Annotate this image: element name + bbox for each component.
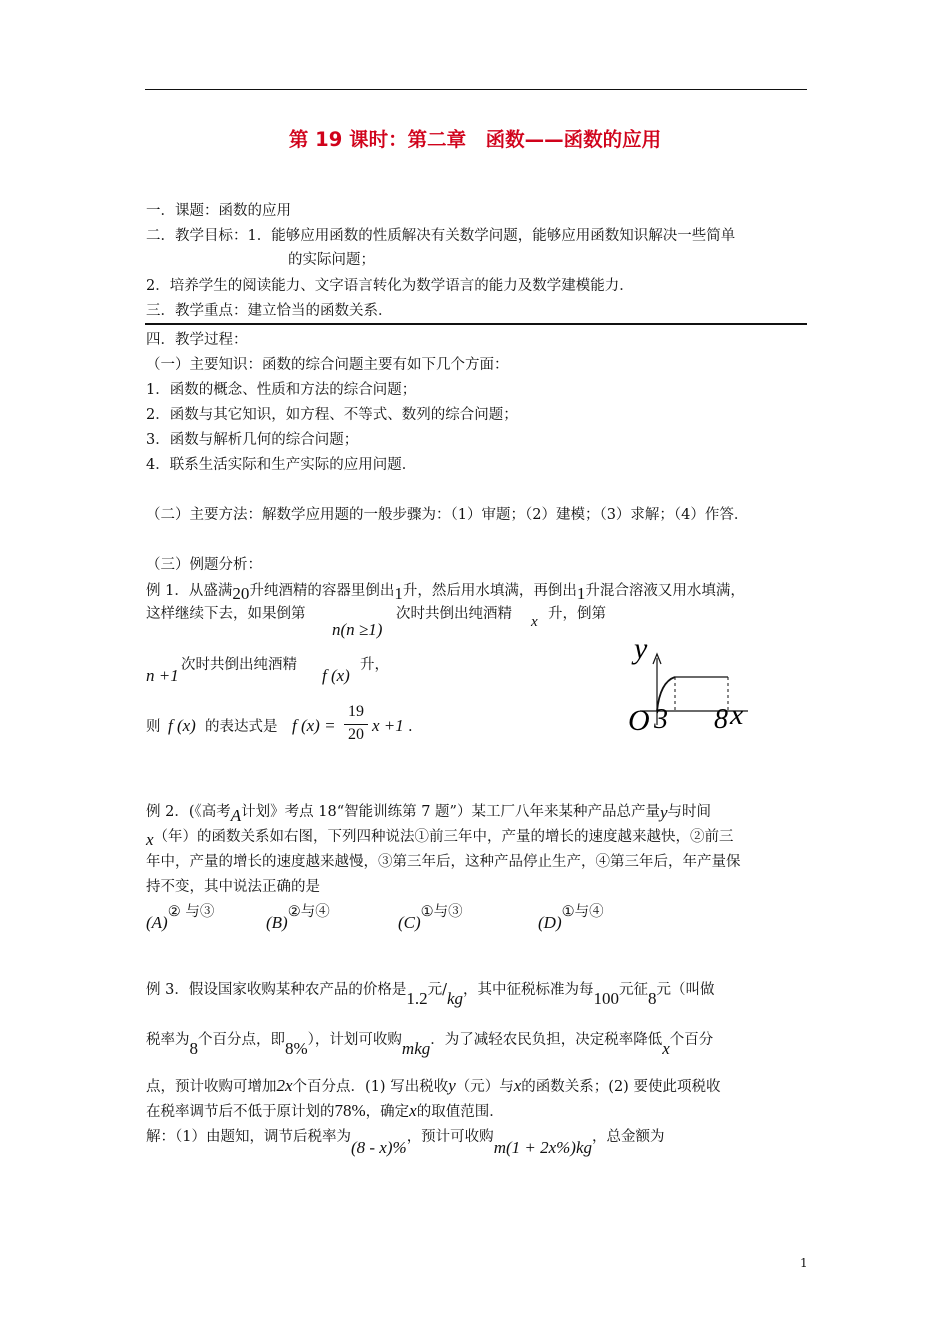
ex1-fraction-denominator: 20 bbox=[348, 726, 364, 743]
option-b bbox=[266, 901, 330, 932]
ex3-line1 bbox=[146, 979, 715, 1008]
ex3-solution-line bbox=[146, 1126, 665, 1157]
ex2-variable: x bbox=[146, 830, 154, 849]
ex1-number: 20 bbox=[232, 584, 250, 603]
ex3-text: （元）与 bbox=[455, 1079, 514, 1095]
ex3-number: 8 bbox=[189, 1039, 198, 1058]
ex1-fx: f (x) bbox=[168, 716, 196, 735]
ex3-text: ，预计可收购 bbox=[406, 1129, 494, 1145]
ex1-text: 则 bbox=[146, 719, 161, 735]
ex1-condition-formula: n(n ≥1) bbox=[332, 620, 383, 639]
option-label: (A) bbox=[146, 913, 168, 932]
ex1-text: 这样继续下去，如果倒第 bbox=[146, 606, 306, 622]
ex2-text: 例 2．(《高考 bbox=[146, 804, 231, 820]
ex3-text: 的取值范围． bbox=[416, 1104, 504, 1120]
ex1-text: 升，然后用水填满，再倒出 bbox=[402, 583, 577, 599]
fraction-bar bbox=[344, 724, 368, 725]
ex3-line2 bbox=[146, 1029, 714, 1058]
ex3-text: 税率为 bbox=[146, 1032, 190, 1048]
section-process: 四．教学过程： bbox=[146, 332, 248, 348]
ex2-line3: 年中，产量的增长的速度越来越慢，③第三年后，这种产品停止生产，④第三年后，年产量保 bbox=[146, 854, 741, 870]
ex3-text: ，确定 bbox=[365, 1104, 410, 1120]
ex1-text: 升，倒第 bbox=[548, 606, 606, 622]
knowledge-item: 1．函数的概念、性质和方法的综合问题； bbox=[146, 382, 417, 398]
ex3-text: ，其中征税标准为每 bbox=[463, 982, 594, 998]
methods-text: （二）主要方法：解数学应用题的一般步骤为：（1）审题；（2）建模；（3）求解；（4）作答． bbox=[146, 507, 749, 523]
option-text: ②与④ bbox=[287, 904, 330, 920]
ex1-text: 升纯酒精的容器里倒出 bbox=[249, 583, 395, 599]
ex3-line4 bbox=[146, 1101, 504, 1122]
ex3-number: 8 bbox=[648, 989, 657, 1008]
option-text: ② 与③ bbox=[167, 904, 215, 920]
ex2-text: 与时间 bbox=[667, 804, 712, 820]
ex2-variable: A bbox=[230, 806, 242, 825]
graph-x-label: x bbox=[730, 698, 744, 731]
ex3-variable: x bbox=[513, 1076, 522, 1095]
page-title: 第 19 课时：第二章 函数——函数的应用 bbox=[288, 128, 662, 151]
ex1-number: 1 bbox=[394, 584, 403, 603]
ex3-text: 例 3．假设国家收购某种农产品的价格是 bbox=[146, 982, 407, 998]
ex3-quantity: 2x bbox=[276, 1076, 293, 1095]
ex3-formula: (8 - x)% bbox=[350, 1138, 407, 1157]
graph-y-label: y bbox=[634, 632, 648, 665]
ex3-text: 解：（1）由题知，调节后税率为 bbox=[146, 1129, 351, 1145]
ex3-text: 元征 bbox=[619, 982, 649, 998]
ex3-formula: m(1 + 2x%)kg bbox=[493, 1138, 593, 1157]
ex3-text: 个百分点，即 bbox=[198, 1032, 285, 1048]
ex3-line3 bbox=[146, 1076, 720, 1097]
knowledge-item: 4．联系生活实际和生产实际的应用问题． bbox=[146, 457, 417, 473]
section-goals-line2: 的实际问题； bbox=[288, 252, 375, 268]
ex3-text: 元（叫做 bbox=[656, 982, 715, 998]
ex3-variable: x bbox=[662, 1039, 670, 1058]
ex1-text: 次时共倒出纯酒精 bbox=[396, 606, 512, 622]
header-rule bbox=[145, 89, 807, 90]
ex2-variable: y bbox=[659, 803, 668, 822]
option-label: (B) bbox=[266, 913, 288, 932]
option-text: ①与③ bbox=[420, 904, 463, 920]
ex3-number: 78% bbox=[334, 1101, 366, 1120]
section-goals-line3: 2．培养学生的阅读能力、文字语言转化为数学语言的能力及数学建模能力． bbox=[146, 278, 634, 294]
ex3-text: 的函数关系；(2) 要使此项税收 bbox=[521, 1079, 721, 1095]
ex2-line4: 持不变，其中说法正确的是 bbox=[146, 879, 320, 895]
ex3-text: ），计划可收购 bbox=[307, 1032, 402, 1048]
ex3-variable: x bbox=[409, 1101, 417, 1120]
ex3-text: 个百分 bbox=[669, 1032, 714, 1048]
ex2-line2 bbox=[146, 826, 734, 847]
section-focus: 三．教学重点：建立恰当的函数关系． bbox=[146, 303, 393, 319]
ex3-number: 1.2 bbox=[406, 989, 428, 1008]
ex3-number: 8% bbox=[285, 1039, 308, 1058]
graph-tick-8: 8 bbox=[714, 704, 728, 735]
ex3-text: 元/ bbox=[427, 982, 447, 998]
option-c bbox=[398, 901, 463, 932]
ex1-text: 升混合溶液又用水填满， bbox=[585, 583, 745, 599]
ex2-line1 bbox=[146, 801, 712, 825]
ex3-variable: y bbox=[448, 1076, 456, 1095]
ex3-unit: kg bbox=[446, 989, 464, 1008]
option-d bbox=[538, 901, 604, 932]
option-label: (D) bbox=[538, 913, 562, 932]
option-text: ①与④ bbox=[561, 904, 604, 920]
option-a bbox=[146, 901, 215, 932]
ex3-text: ，总金额为 bbox=[592, 1129, 665, 1145]
graph-tick-3: 3 bbox=[654, 704, 668, 735]
ex3-text: 个百分点．(1) 写出税收 bbox=[292, 1079, 449, 1095]
ex2-text: 计划》考点 18“智能训练第 7 题”）某工厂八年来某种产品总产量 bbox=[241, 804, 660, 820]
ex1-variable-x: x bbox=[531, 614, 538, 630]
graph-origin-label: O bbox=[628, 704, 650, 735]
knowledge-intro: （一）主要知识：函数的综合问题主要有如下几个方面： bbox=[146, 357, 509, 373]
ex1-text: . bbox=[408, 719, 413, 735]
ex3-number: 100 bbox=[593, 989, 620, 1008]
knowledge-item: 2．函数与其它知识，如方程、不等式、数列的综合问题； bbox=[146, 407, 518, 423]
option-label: (C) bbox=[398, 913, 421, 932]
ex2-text: （年）的函数关系如右图，下列四种说法①前三年中，产量的增长的速度越来越快，②前三 bbox=[153, 829, 734, 845]
section-divider bbox=[145, 323, 807, 325]
ex1-number: 1 bbox=[576, 584, 586, 603]
examples-heading: （三）例题分析： bbox=[146, 557, 262, 573]
ex3-quantity: mkg bbox=[401, 1039, 431, 1058]
ex1-text: 升， bbox=[360, 657, 389, 673]
production-graph bbox=[620, 630, 760, 735]
ex1-text: 次时共倒出纯酒精 bbox=[181, 657, 297, 673]
ex3-text: ．为了减轻农民负担，决定税率降低 bbox=[430, 1032, 663, 1048]
ex3-text: 在税率调节后不低于原计划的 bbox=[146, 1104, 335, 1120]
ex1-fraction-numerator: 19 bbox=[348, 703, 364, 720]
page-number: 1 bbox=[800, 1256, 808, 1270]
section-topic: 一．课题：函数的应用 bbox=[146, 203, 291, 219]
ex1-text: 例 1．从盛满 bbox=[146, 583, 233, 599]
ex1-text: 的表达式是 bbox=[205, 719, 278, 735]
ex1-line1 bbox=[146, 580, 745, 601]
ex1-formula-lhs: f (x) = bbox=[292, 716, 336, 735]
knowledge-item: 3．函数与解析几何的综合问题； bbox=[146, 432, 359, 448]
ex1-n-plus-1: n +1 bbox=[146, 666, 179, 685]
ex1-fx: f (x) bbox=[322, 666, 350, 685]
ex1-formula-rhs: x +1 bbox=[372, 716, 404, 735]
ex3-text: 点，预计收购可增加 bbox=[146, 1079, 277, 1095]
section-goals-line1: 二．教学目标：1．能够应用函数的性质解决有关数学问题，能够应用函数知识解决一些简单 bbox=[146, 228, 736, 244]
